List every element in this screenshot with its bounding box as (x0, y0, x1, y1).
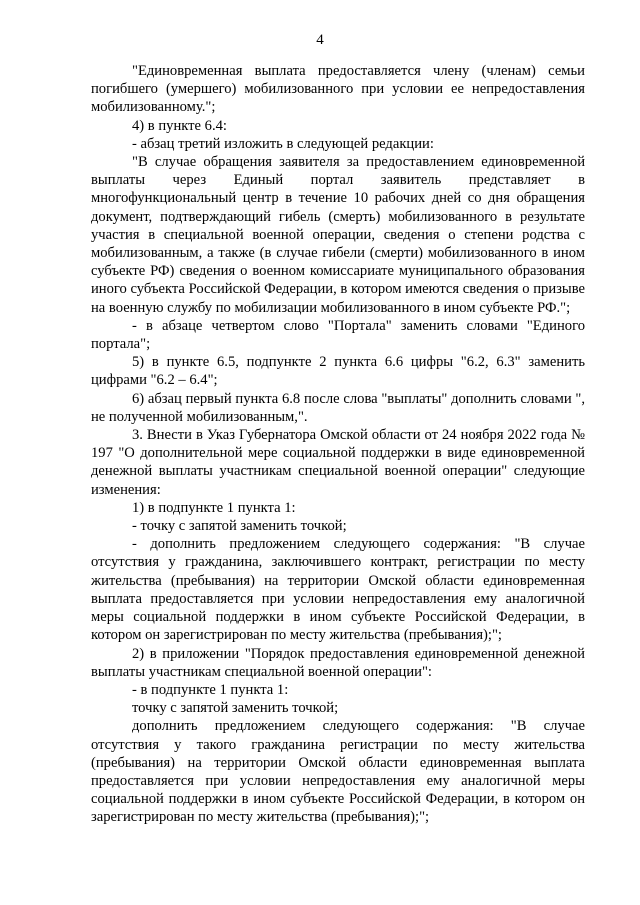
paragraph: дополнить предложением следующего содержания: "В случае отсутствия у такого гражданина регистрации по месту жительства (пребывания) на территории Омской области единовременная выплата предоставляется при условии непредоставления ему аналогичной меры социальной поддержки в ином субъекте Российской Федерации, в котором он зарегистрирован по месту жительства (пребывания);"; (91, 718, 585, 826)
document-body (91, 62, 585, 827)
page-number: 4 (316, 32, 324, 48)
paragraph: 5) в пункте 6.5, подпункте 2 пункта 6.6 цифры "6.2, 6.3" заменить цифрами "6.2 – 6.4"; (91, 354, 585, 389)
paragraph: - в абзаце четвертом слово "Портала" заменить словами "Единого портала"; (91, 317, 585, 353)
paragraph: 4) в пункте 6.4: (132, 117, 227, 134)
paragraph: "В случае обращения заявителя за предоставлением единовременной выплаты через Единый портал заявитель представляет в многофункциональный центр в течение 10 рабочих дней со дня обращения документ, подтверждающий гибель (смерть) мобилизованного в результате участия в специальной военной операции, сведения о степени родства с мобилизованным, а также (в случае гибели (смерти) мобилизованного в ином субъекте РФ) сведения о военном комиссариате муниципального образования иного субъекта Российской Федерации, в котором имеются сведения о призыве на военную службу по мобилизации мобилизованного в ином субъекте РФ."; (91, 154, 585, 316)
paragraph: точку с запятой заменить точкой; (132, 700, 339, 717)
paragraph: - точку с запятой заменить точкой; (132, 518, 347, 535)
paragraph: 6) абзац первый пункта 6.8 после слова "выплаты" дополнить словами ", не полученной мобилизованным,". (91, 390, 585, 425)
paragraph: 3. Внести в Указ Губернатора Омской области от 24 ноября 2022 года № 197 "О дополнительной мере социальной поддержки в виде единовременной денежной выплаты участникам специальной военной операции" следующие изменения: (91, 427, 585, 498)
paragraph: 2) в приложении "Порядок предоставления единовременной денежной выплаты участникам специальной военной операции": (91, 645, 585, 680)
paragraph: "Единовременная выплата предоставляется члену (членам) семьи погибшего (умершего) мобилизованного при условии ее непредоставления мобилизованному."; (91, 63, 585, 116)
paragraph: 1) в подпункте 1 пункта 1: (132, 499, 296, 516)
paragraph: - абзац третий изложить в следующей редакции: (132, 135, 434, 152)
paragraph: - в подпункте 1 пункта 1: (132, 681, 289, 698)
paragraph: - дополнить предложением следующего содержания: "В случае отсутствия у гражданина, заключившего контракт, регистрации по месту жительства (пребывания) на территории Омской области единовременная выплата предоставляется при условии непредоставления ему аналогичной меры социальной поддержки в ином субъекте Российской Федерации, в котором он зарегистрирован по месту жительства (пребывания);"; (91, 536, 585, 644)
